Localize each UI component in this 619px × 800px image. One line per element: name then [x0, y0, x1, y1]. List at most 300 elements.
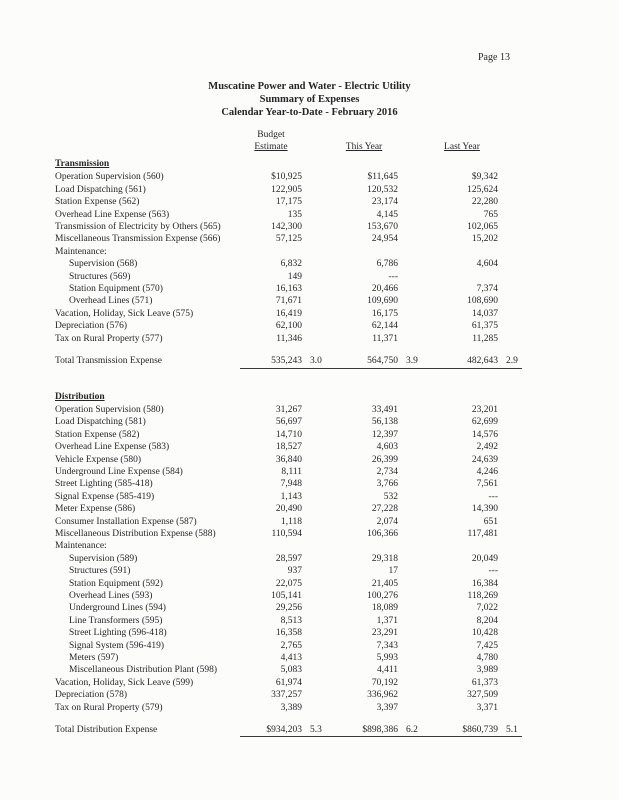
budget-estimate-value: 6,832 [280, 259, 302, 270]
page-number: Page 13 [478, 52, 510, 63]
row-label: Tax on Rural Property (577) [55, 333, 163, 344]
this-year-value: 4,145 [376, 209, 398, 220]
last-year-value: 62,699 [471, 417, 498, 428]
this-year-pct [398, 196, 426, 208]
last-year-value: 3,989 [476, 665, 498, 676]
table-row [55, 184, 527, 196]
row-label: Structures (591) [69, 566, 131, 577]
budget-estimate-value: 337,257 [271, 690, 302, 701]
row-label: Total Distribution Expense [55, 725, 158, 736]
this-year-value [330, 246, 398, 258]
last-year-pct [498, 454, 522, 466]
this-year-value: 21,405 [371, 578, 398, 589]
this-year-pct [398, 702, 426, 714]
this-year-value: 2,734 [376, 466, 398, 477]
row-label: Station Equipment (570) [69, 284, 163, 295]
budget-estimate-value: 36,840 [275, 454, 302, 465]
budget-estimate-value: 31,267 [275, 404, 302, 415]
this-year-value: 20,466 [371, 284, 398, 295]
row-label: Overhead Lines (593) [69, 591, 153, 601]
budget-estimate-value: 1,118 [280, 516, 302, 527]
section-title: Transmission [55, 159, 110, 169]
this-year-pct [398, 429, 426, 441]
row-label: Station Equipment (592) [69, 578, 163, 589]
this-year-pct [398, 677, 426, 689]
last-year-pct [498, 565, 522, 577]
this-year-value: 3,397 [376, 702, 398, 713]
this-year-value: 106,366 [367, 528, 398, 539]
row-label: Meters (597) [69, 653, 119, 664]
last-year-value: 22,280 [471, 197, 498, 208]
this-year-pct [398, 209, 426, 221]
this-year-pct [398, 466, 426, 478]
budget-estimate-value: 61,974 [275, 677, 302, 688]
budget-estimate-value: 20,490 [275, 504, 302, 515]
last-year-pct [498, 221, 522, 233]
table-row [55, 246, 527, 258]
this-year-pct [398, 503, 426, 515]
this-year-value: 532 [383, 491, 398, 502]
column-headers [55, 129, 527, 153]
this-year-value: 33,491 [371, 404, 398, 415]
this-year-pct [398, 664, 426, 676]
row-label: Street Lighting (585-418) [55, 479, 153, 490]
row-label: Signal Expense (585-419) [55, 491, 155, 502]
row-label: Load Dispatching (581) [55, 417, 146, 428]
this-year-value: 12,397 [371, 429, 398, 440]
budget-estimate-pct [302, 454, 330, 466]
budget-estimate-pct [302, 528, 330, 540]
budget-estimate-value: 149 [287, 271, 302, 282]
table-row [55, 565, 527, 577]
table-row [55, 320, 527, 332]
table-body [55, 158, 527, 737]
row-label: Overhead Lines (571) [69, 296, 153, 307]
last-year-value: 651 [483, 516, 498, 527]
this-year-pct [398, 320, 426, 332]
last-year-pct [498, 404, 522, 416]
this-year-value: 2,074 [376, 516, 398, 527]
last-year-value [426, 540, 498, 552]
last-year-pct [498, 209, 522, 221]
last-year-pct [498, 578, 522, 590]
budget-estimate-pct [302, 258, 330, 270]
last-year-value: 23,201 [471, 404, 498, 415]
this-year-value: 62,144 [371, 321, 398, 332]
last-year-pct [498, 516, 522, 528]
section-title: Distribution [55, 391, 105, 402]
budget-estimate-pct [302, 295, 330, 307]
last-year-pct: 5.1 [498, 724, 522, 737]
table-row [55, 196, 527, 208]
table-row [55, 429, 527, 441]
table-row [55, 528, 527, 540]
col-header-budget-line2: Estimate [254, 142, 288, 152]
row-label: Operation Supervision (580) [55, 404, 164, 415]
last-year-value: 15,202 [471, 234, 498, 245]
this-year-pct [398, 602, 426, 614]
table-row [55, 540, 527, 552]
this-year-pct [398, 404, 426, 416]
budget-estimate-pct [302, 540, 330, 552]
budget-estimate-pct [302, 184, 330, 196]
row-label: Supervision (568) [69, 259, 138, 270]
row-label: Operation Supervision (560) [55, 172, 164, 183]
budget-estimate-pct [302, 503, 330, 515]
this-year-value [330, 540, 398, 552]
last-year-value: 4,780 [476, 653, 498, 664]
this-year-pct: 3.9 [398, 355, 426, 368]
this-year-pct [398, 565, 426, 577]
table-row [55, 516, 527, 528]
budget-estimate-value: 71,671 [275, 296, 302, 307]
table-row [55, 233, 527, 245]
last-year-pct [498, 640, 522, 652]
row-label: Depreciation (576) [55, 321, 128, 332]
budget-estimate-pct [302, 553, 330, 565]
this-year-pct [398, 615, 426, 627]
title-block [0, 80, 619, 119]
this-year-value: 17 [388, 566, 398, 577]
budget-estimate-value: 8,111 [281, 466, 302, 477]
table-row [55, 333, 527, 345]
last-year-pct [498, 283, 522, 295]
last-year-value: 61,373 [471, 677, 498, 688]
last-year-value: --- [488, 491, 498, 502]
row-label: Overhead Line Expense (583) [55, 442, 170, 453]
budget-estimate-value: 8,513 [280, 615, 302, 626]
table-row [55, 209, 527, 221]
last-year-value: 108,690 [467, 296, 498, 307]
last-year-pct [498, 615, 522, 627]
last-year-pct [498, 429, 522, 441]
budget-estimate-pct [302, 416, 330, 428]
budget-estimate-pct [302, 602, 330, 614]
this-year-value: 23,291 [371, 628, 398, 639]
this-year-pct: 6.2 [398, 724, 426, 737]
table-row [55, 503, 527, 515]
this-year-value: 120,532 [367, 184, 398, 195]
this-year-value: 6,786 [376, 259, 398, 270]
last-year-pct [498, 677, 522, 689]
last-year-value: 2,492 [476, 442, 498, 453]
row-label: Line Transformers (595) [69, 615, 163, 626]
budget-estimate-pct [302, 221, 330, 233]
budget-estimate-pct [302, 404, 330, 416]
last-year-value: 7,561 [476, 479, 498, 490]
budget-estimate-value: 142,300 [271, 222, 302, 233]
document-subtitle: Summary of Expenses [259, 94, 360, 105]
table-row [55, 689, 527, 701]
table-row [55, 308, 527, 320]
row-label: Structures (569) [69, 271, 131, 282]
last-year-value: 765 [483, 209, 498, 220]
row-label: Load Dispatching (561) [55, 184, 146, 195]
budget-estimate-pct [302, 233, 330, 245]
last-year-value: 117,481 [467, 528, 498, 539]
last-year-value: --- [488, 566, 498, 577]
this-year-pct [398, 271, 426, 283]
table-row [55, 416, 527, 428]
table-row [55, 404, 527, 416]
this-year-pct [398, 333, 426, 345]
this-year-value: 70,192 [371, 677, 398, 688]
this-year-pct [398, 627, 426, 639]
row-label: Miscellaneous Transmission Expense (566) [55, 234, 221, 245]
this-year-value: 564,750 [330, 355, 398, 368]
this-year-pct [398, 590, 426, 602]
row-label: Miscellaneous Distribution Expense (588) [55, 528, 216, 539]
budget-estimate-pct [302, 478, 330, 490]
budget-estimate-value: 22,075 [275, 578, 302, 589]
row-label: Street Lighting (596-418) [69, 628, 167, 639]
last-year-value: 7,425 [476, 640, 498, 651]
this-year-pct [398, 233, 426, 245]
budget-estimate-value: 122,905 [271, 184, 302, 195]
budget-estimate-pct: 3.0 [302, 355, 330, 368]
budget-estimate-value: 4,413 [280, 653, 302, 664]
this-year-pct [398, 454, 426, 466]
last-year-pct [498, 416, 522, 428]
budget-estimate-pct [302, 271, 330, 283]
budget-estimate-pct [302, 627, 330, 639]
document-title: Muscatine Power and Water - Electric Utility [208, 81, 411, 92]
table-row [55, 677, 527, 689]
last-year-value: 24,639 [471, 454, 498, 465]
expense-section [55, 158, 527, 369]
last-year-pct [498, 246, 522, 258]
budget-estimate-pct: 5.3 [302, 724, 330, 737]
table-row [55, 454, 527, 466]
this-year-value: 153,670 [367, 222, 398, 233]
last-year-value: 118,269 [467, 591, 498, 601]
budget-estimate-value: 29,256 [275, 603, 302, 614]
table-row [55, 221, 527, 233]
last-year-value: 7,374 [476, 284, 498, 295]
budget-estimate-value: 56,697 [275, 417, 302, 428]
table-row [55, 664, 527, 676]
budget-estimate-value: 1,143 [280, 491, 302, 502]
last-year-value: 10,428 [471, 628, 498, 639]
budget-estimate-pct [302, 652, 330, 664]
last-year-value: 8,204 [476, 615, 498, 626]
table-row [55, 590, 527, 602]
this-year-value: 56,138 [371, 417, 398, 428]
last-year-pct [498, 503, 522, 515]
document-date-line: Calendar Year-to-Date - February 2016 [221, 107, 398, 118]
budget-estimate-value: $10,925 [271, 172, 302, 183]
this-year-pct [398, 221, 426, 233]
this-year-value: 109,690 [367, 296, 398, 307]
row-label: Tax on Rural Property (579) [55, 702, 163, 713]
last-year-pct [498, 664, 522, 676]
table-row [55, 702, 527, 714]
last-year-value: 482,643 [426, 355, 498, 368]
row-label: Miscellaneous Distribution Plant (598) [69, 665, 218, 676]
row-label: Meter Expense (586) [55, 504, 136, 515]
this-year-value: $11,645 [367, 172, 398, 183]
budget-estimate-value: 937 [287, 566, 302, 577]
table-row [55, 466, 527, 478]
budget-estimate-value: 7,948 [280, 479, 302, 490]
budget-estimate-pct [302, 171, 330, 183]
this-year-value: 4,603 [376, 442, 398, 453]
table-row [55, 615, 527, 627]
col-header-budget-line1: Budget [257, 130, 285, 140]
this-year-value: --- [388, 271, 398, 282]
table-row [55, 271, 527, 283]
last-year-pct [498, 271, 522, 283]
table-row [55, 553, 527, 565]
table-row [55, 441, 527, 453]
budget-estimate-pct [302, 196, 330, 208]
table-row [55, 652, 527, 664]
this-year-value: 23,174 [371, 197, 398, 208]
this-year-pct [398, 516, 426, 528]
budget-estimate-value: 535,243 [240, 355, 302, 368]
budget-estimate-value: 18,527 [275, 442, 302, 453]
this-year-pct [398, 528, 426, 540]
row-label: Maintenance: [55, 246, 107, 257]
budget-estimate-pct [302, 590, 330, 602]
row-label: Depreciation (578) [55, 690, 128, 701]
budget-estimate-value: 62,100 [275, 321, 302, 332]
total-row [55, 355, 527, 368]
last-year-value [426, 271, 498, 283]
this-year-value: 7,343 [376, 640, 398, 651]
budget-estimate-value [240, 540, 302, 552]
last-year-pct [498, 308, 522, 320]
budget-estimate-pct [302, 333, 330, 345]
last-year-value: 4,604 [476, 259, 498, 270]
this-year-pct [398, 441, 426, 453]
row-label: Supervision (589) [69, 553, 138, 564]
last-year-pct [498, 602, 522, 614]
budget-estimate-pct [302, 664, 330, 676]
total-row [55, 724, 527, 737]
last-year-pct [498, 171, 522, 183]
budget-estimate-pct [302, 615, 330, 627]
row-label: Transmission of Electricity by Others (565) [55, 222, 221, 233]
this-year-value: 29,318 [371, 553, 398, 564]
last-year-value: 327,509 [467, 690, 498, 701]
last-year-pct [498, 196, 522, 208]
budget-estimate-value: 16,163 [275, 284, 302, 295]
this-year-pct [398, 478, 426, 490]
budget-estimate-value: 11,346 [276, 333, 302, 344]
last-year-value: 14,576 [471, 429, 498, 440]
this-year-pct [398, 491, 426, 503]
this-year-value: 3,766 [376, 479, 398, 490]
this-year-value: 100,276 [367, 591, 398, 601]
table-row [55, 171, 527, 183]
last-year-pct [498, 184, 522, 196]
last-year-pct [498, 689, 522, 701]
last-year-pct [498, 295, 522, 307]
this-year-value: 24,954 [371, 234, 398, 245]
budget-estimate-pct [302, 320, 330, 332]
last-year-value: 14,390 [471, 504, 498, 515]
budget-estimate-pct [302, 283, 330, 295]
budget-estimate-pct [302, 677, 330, 689]
budget-estimate-pct [302, 702, 330, 714]
row-label: Signal System (596-419) [69, 640, 164, 651]
budget-estimate-pct [302, 441, 330, 453]
this-year-pct [398, 640, 426, 652]
this-year-value: $898,386 [330, 724, 398, 737]
budget-estimate-value [240, 246, 302, 258]
last-year-pct: 2.9 [498, 355, 522, 368]
last-year-pct [498, 528, 522, 540]
last-year-value: 16,384 [471, 578, 498, 589]
row-label: Maintenance: [55, 541, 107, 552]
budget-estimate-value: $934,203 [240, 724, 302, 737]
budget-estimate-pct [302, 308, 330, 320]
col-header-last-year: Last Year [444, 142, 480, 152]
this-year-pct [398, 308, 426, 320]
budget-estimate-value: 16,419 [275, 308, 302, 319]
last-year-value: 14,037 [471, 308, 498, 319]
last-year-pct [498, 233, 522, 245]
this-year-pct [398, 283, 426, 295]
table-row [55, 627, 527, 639]
this-year-value: 5,993 [376, 653, 398, 664]
row-label: Vacation, Holiday, Sick Leave (599) [55, 677, 194, 688]
last-year-value: 7,022 [476, 603, 498, 614]
table-row [55, 258, 527, 270]
budget-estimate-value: 5,083 [280, 665, 302, 676]
last-year-value: 125,624 [467, 184, 498, 195]
last-year-pct [498, 540, 522, 552]
budget-estimate-pct [302, 578, 330, 590]
this-year-value: 16,175 [371, 308, 398, 319]
this-year-pct [398, 689, 426, 701]
last-year-pct [498, 627, 522, 639]
table-row [55, 578, 527, 590]
budget-estimate-value: 17,175 [275, 197, 302, 208]
row-label: Underground Lines (594) [69, 603, 166, 614]
budget-estimate-pct [302, 209, 330, 221]
expense-section [55, 391, 527, 738]
last-year-value: $9,342 [471, 172, 498, 183]
budget-estimate-pct [302, 246, 330, 258]
table-row [55, 478, 527, 490]
this-year-pct [398, 258, 426, 270]
last-year-pct [498, 491, 522, 503]
this-year-value: 1,371 [376, 615, 398, 626]
last-year-pct [498, 333, 522, 345]
table-row [55, 491, 527, 503]
row-label: Vehicle Expense (580) [55, 454, 141, 465]
last-year-value: 4,246 [476, 466, 498, 477]
row-label: Underground Line Expense (584) [55, 466, 183, 477]
this-year-value: 336,962 [367, 690, 398, 701]
budget-estimate-pct [302, 516, 330, 528]
budget-estimate-value: 105,141 [271, 591, 302, 601]
last-year-value: 61,375 [471, 321, 498, 332]
row-label: Overhead Line Expense (563) [55, 209, 170, 220]
table-row [55, 283, 527, 295]
budget-estimate-value: 57,125 [275, 234, 302, 245]
last-year-value: 102,065 [467, 222, 498, 233]
budget-estimate-pct [302, 491, 330, 503]
row-label: Station Expense (562) [55, 197, 140, 208]
budget-estimate-pct [302, 466, 330, 478]
row-label: Station Expense (582) [55, 429, 140, 440]
this-year-pct [398, 540, 426, 552]
budget-estimate-value: 3,389 [280, 702, 302, 713]
last-year-pct [498, 466, 522, 478]
